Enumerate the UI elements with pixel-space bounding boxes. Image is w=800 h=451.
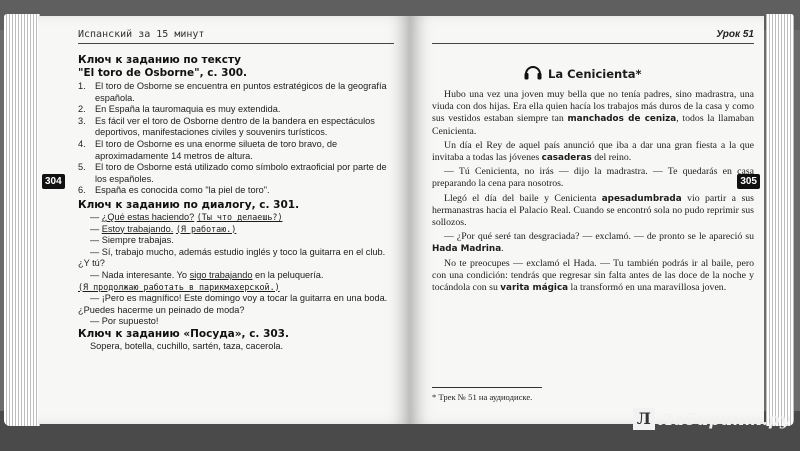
list-item: 1. El toro de Osborne se encuentra en puntos estratégicos de la geografía española. <box>78 81 387 103</box>
dialog-answer <box>78 212 398 328</box>
dialog-line-translation: (Я продолжаю работать в парикмахерской.) <box>78 281 280 292</box>
left-page-content <box>78 54 398 352</box>
list-item: 2. En España la tauromaquia es muy extendida. <box>78 104 281 115</box>
key2-title: Ключ к заданию по диалогу, с. 301. <box>78 198 300 211</box>
left-running-head: Испанский за 15 минут <box>78 29 394 44</box>
dialog-line: — Sí, trabajo mucho, además estudio inglés y toco la guitarra en el club. ¿Y tú? <box>78 246 386 269</box>
story-paragraph: Llegó el día del baile y Cenicienta apesadumbrada vio partir a sus hermanastras hacia el Palacio Real. Cuando se encontró sola no pudo reprimir sus sollozos. <box>432 192 754 229</box>
footnote: * Трек № 51 на аудиодиске. <box>432 392 533 402</box>
left-page-number: 304 <box>42 174 65 189</box>
right-page-edges <box>766 14 794 426</box>
right-page-number: 305 <box>737 174 760 189</box>
story-paragraph: Hubo una vez una joven muy bella que no tenía padres, sino madrastra, una viuda con dos hijas. Era ella quien hacía los trabajos más duros de la casa y como sus vestidos estaban siempre tan manchados de ceniza, todos la llamaban Cenicienta. <box>432 89 754 137</box>
list-item: 3. Es fácil ver el toro de Osborne dentro de la bandera en espectáculos deportivos, manifestaciones civiles y souvenirs turísticos. <box>78 115 375 138</box>
left-page <box>38 16 410 424</box>
dialog-line: — ¡Pero es magnífico! Este domingo voy a tocar la guitarra en una boda. ¿Puedes hacerme un peinado de moda? <box>78 293 388 315</box>
right-page <box>410 16 764 424</box>
dialog-line: — ¿Qué estas haciendo? (Ты что делаешь?) <box>90 211 283 222</box>
story-paragraph: — ¿Por qué seré tan desgraciada? — exclamó. — de pronto se le apareció su Hada Madrina. <box>432 231 754 255</box>
story-paragraph: Un día el Rey de aquel país anunció que iba a dar una gran fiesta a la que invitaba a todas las jóvenes casaderas del reino. <box>432 139 754 164</box>
key3-answer: Sopera, botella, cuchillo, sartén, taza, cacerola. <box>90 340 284 351</box>
watermark-logo <box>633 408 790 430</box>
key3-title: Ключ к заданию «Посуда», с. 303. <box>78 327 289 340</box>
right-page-content <box>432 64 754 296</box>
right-running-head: Урок 51 <box>432 29 754 44</box>
watermark-text: Лабиринт.ру <box>659 409 790 429</box>
dialog-line: — Por supuesto! <box>90 316 159 327</box>
left-page-edges <box>4 14 40 426</box>
dialog-line: — Estoy trabajando. (Я работаю.) <box>90 223 237 234</box>
key1-title-line1: Ключ к заданию по тексту <box>78 54 241 66</box>
headphones-icon <box>524 64 548 83</box>
list-item: 4. El toro de Osborne es una enorme silueta de toro bravo, de aproximadamente 14 metros de altura. <box>78 138 338 161</box>
story-title: La Cenicienta* <box>524 64 754 83</box>
dialog-line: — Nada interesante. Yo sigo trabajando en la peluquería. <box>90 269 324 280</box>
key1-title-line2: "El toro de Osborne", с. 300. <box>78 67 248 79</box>
dialog-line: — Siempre trabajas. <box>90 235 174 246</box>
list-item: 5. El toro de Osborne está utilizado como símbolo extraoficial por parte de los españoles. <box>78 162 387 184</box>
list-item: 6. España es conocida como "la piel de toro". <box>78 185 270 196</box>
story-paragraph: — Tú Cenicienta, no irás — dijo la madrastra. — Te quedarás en casa preparando la cena para nosotros. <box>432 166 754 190</box>
watermark-letter: Л <box>633 408 655 430</box>
key1-list <box>78 81 398 197</box>
footnote-divider <box>432 387 542 388</box>
story-paragraph: No te preocupes — exclamó el Hada. — Tu también podrás ir al baile, pero con una condición: tendrás que regresar sin falta antes de las doce de la noche y tocándola con su varita mágica la transformó en una maravillosa joven. <box>432 257 754 294</box>
